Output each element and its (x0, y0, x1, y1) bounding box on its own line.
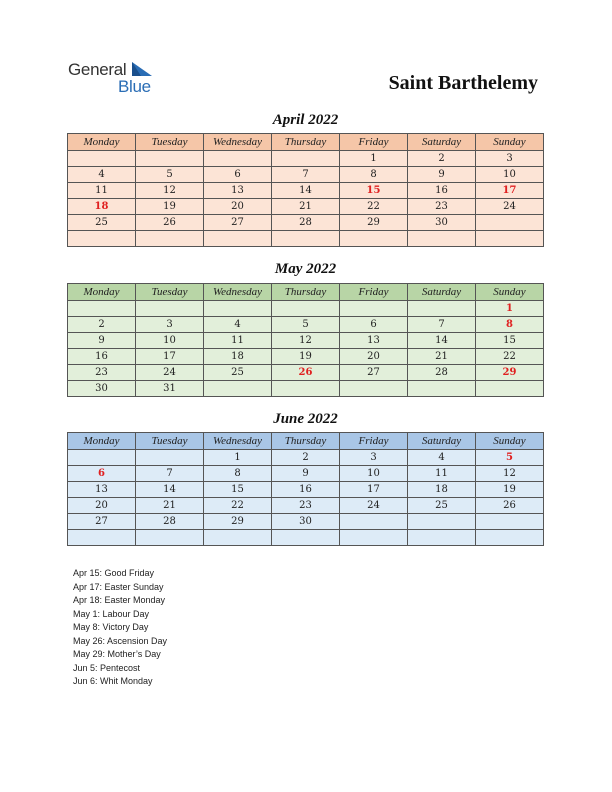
day-cell: 13 (340, 333, 408, 349)
day-cell: 25 (68, 215, 136, 231)
day-cell: 20 (204, 199, 272, 215)
calendar-april (67, 133, 544, 247)
day-cell: 23 (272, 498, 340, 514)
week-row (68, 498, 544, 514)
weekday-header-row (68, 134, 544, 151)
day-cell: 27 (204, 215, 272, 231)
weekday-header: Wednesday (204, 433, 272, 450)
day-cell (136, 450, 204, 466)
day-cell: 19 (136, 199, 204, 215)
weekday-header: Friday (340, 134, 408, 151)
day-cell: 12 (272, 333, 340, 349)
day-cell: 24 (476, 199, 544, 215)
day-cell: 30 (272, 514, 340, 530)
day-cell (272, 301, 340, 317)
day-cell: 22 (204, 498, 272, 514)
weekday-header: Monday (68, 433, 136, 450)
day-cell (68, 530, 136, 546)
day-cell: 6 (68, 466, 136, 482)
day-cell: 6 (204, 167, 272, 183)
week-row (68, 183, 544, 199)
day-cell: 28 (272, 215, 340, 231)
day-cell (204, 301, 272, 317)
week-row (68, 301, 544, 317)
day-cell: 11 (408, 466, 476, 482)
day-cell: 9 (68, 333, 136, 349)
weekday-header: Thursday (272, 433, 340, 450)
day-cell: 28 (136, 514, 204, 530)
day-cell: 22 (476, 349, 544, 365)
week-row (68, 381, 544, 397)
holiday-item: Jun 6: Whit Monday (73, 676, 153, 686)
day-cell (340, 301, 408, 317)
week-row (68, 365, 544, 381)
weekday-header: Saturday (408, 284, 476, 301)
day-cell (136, 231, 204, 247)
day-cell (272, 151, 340, 167)
day-cell: 15 (204, 482, 272, 498)
holiday-item: May 26: Ascension Day (73, 635, 168, 646)
weekday-header: Wednesday (204, 134, 272, 151)
day-cell (68, 151, 136, 167)
day-cell (68, 450, 136, 466)
day-cell: 7 (408, 317, 476, 333)
generalblue-logo (68, 60, 168, 96)
day-cell (136, 530, 204, 546)
week-row (68, 466, 544, 482)
day-cell: 2 (408, 151, 476, 167)
day-cell: 2 (68, 317, 136, 333)
day-cell: 6 (340, 317, 408, 333)
day-cell: 4 (68, 167, 136, 183)
day-cell: 8 (476, 317, 544, 333)
weekday-header: Sunday (476, 134, 544, 151)
day-cell (476, 381, 544, 397)
week-row (68, 215, 544, 231)
day-cell: 29 (340, 215, 408, 231)
day-cell: 2 (272, 450, 340, 466)
day-cell: 10 (476, 167, 544, 183)
day-cell: 18 (408, 482, 476, 498)
weekday-header: Tuesday (136, 433, 204, 450)
day-cell: 23 (408, 199, 476, 215)
day-cell: 12 (476, 466, 544, 482)
weekday-header: Monday (68, 134, 136, 151)
day-cell: 4 (408, 450, 476, 466)
weekday-header: Saturday (408, 433, 476, 450)
holiday-item: Apr 17: Easter Sunday (73, 581, 164, 592)
day-cell: 17 (476, 183, 544, 199)
day-cell: 8 (340, 167, 408, 183)
day-cell (476, 231, 544, 247)
day-cell (476, 514, 544, 530)
week-row (68, 450, 544, 466)
day-cell: 8 (204, 466, 272, 482)
month-title-june: June 2022 (273, 411, 338, 427)
holiday-item: Apr 15: Good Friday (73, 568, 155, 578)
day-cell: 22 (340, 199, 408, 215)
day-cell (476, 530, 544, 546)
day-cell (136, 301, 204, 317)
weekday-header: Sunday (476, 284, 544, 301)
day-cell: 7 (136, 466, 204, 482)
weekday-header: Friday (340, 284, 408, 301)
day-cell (340, 530, 408, 546)
day-cell (408, 514, 476, 530)
day-cell: 29 (476, 365, 544, 381)
day-cell (204, 381, 272, 397)
day-cell: 29 (204, 514, 272, 530)
week-row (68, 231, 544, 247)
week-row (68, 317, 544, 333)
day-cell (272, 231, 340, 247)
country-title: Saint Barthelemy (388, 72, 538, 94)
day-cell: 17 (340, 482, 408, 498)
day-cell (204, 530, 272, 546)
day-cell: 11 (204, 333, 272, 349)
holiday-item: May 1: Labour Day (73, 608, 150, 619)
weekday-header: Thursday (272, 284, 340, 301)
weekday-header-row (68, 284, 544, 301)
day-cell (408, 530, 476, 546)
day-cell: 16 (68, 349, 136, 365)
day-cell: 24 (136, 365, 204, 381)
day-cell: 26 (476, 498, 544, 514)
month-title-april: April 2022 (272, 112, 339, 128)
day-cell (408, 381, 476, 397)
day-cell: 25 (204, 365, 272, 381)
day-cell (340, 381, 408, 397)
day-cell (204, 231, 272, 247)
day-cell (408, 301, 476, 317)
day-cell: 23 (68, 365, 136, 381)
calendar-june (67, 432, 544, 546)
day-cell: 27 (340, 365, 408, 381)
holiday-list (73, 567, 167, 689)
logo-text-blue: Blue (118, 77, 151, 96)
day-cell: 14 (136, 482, 204, 498)
day-cell: 3 (136, 317, 204, 333)
day-cell: 25 (408, 498, 476, 514)
day-cell: 10 (136, 333, 204, 349)
day-cell: 7 (272, 167, 340, 183)
day-cell: 5 (272, 317, 340, 333)
weekday-header: Monday (68, 284, 136, 301)
week-row (68, 333, 544, 349)
weekday-header: Wednesday (204, 284, 272, 301)
day-cell (340, 231, 408, 247)
day-cell: 3 (476, 151, 544, 167)
day-cell: 19 (272, 349, 340, 365)
day-cell (340, 514, 408, 530)
day-cell: 26 (136, 215, 204, 231)
day-cell: 16 (272, 482, 340, 498)
holiday-item: Apr 18: Easter Monday (73, 595, 166, 605)
day-cell (408, 231, 476, 247)
holiday-item: May 8: Victory Day (73, 622, 149, 632)
day-cell: 21 (136, 498, 204, 514)
day-cell: 5 (476, 450, 544, 466)
day-cell: 20 (68, 498, 136, 514)
weekday-header: Thursday (272, 134, 340, 151)
day-cell: 20 (340, 349, 408, 365)
day-cell: 21 (408, 349, 476, 365)
day-cell: 16 (408, 183, 476, 199)
day-cell: 18 (204, 349, 272, 365)
week-row (68, 482, 544, 498)
day-cell (272, 381, 340, 397)
day-cell (68, 231, 136, 247)
week-row (68, 199, 544, 215)
day-cell: 30 (408, 215, 476, 231)
day-cell: 13 (204, 183, 272, 199)
day-cell (204, 151, 272, 167)
logo-flag-icon (132, 62, 152, 76)
day-cell: 15 (476, 333, 544, 349)
weekday-header: Tuesday (136, 134, 204, 151)
day-cell: 1 (476, 301, 544, 317)
day-cell: 27 (68, 514, 136, 530)
day-cell: 17 (136, 349, 204, 365)
weekday-header: Sunday (476, 433, 544, 450)
day-cell: 18 (68, 199, 136, 215)
day-cell: 28 (408, 365, 476, 381)
day-cell: 24 (340, 498, 408, 514)
day-cell: 1 (340, 151, 408, 167)
day-cell: 30 (68, 381, 136, 397)
day-cell: 31 (136, 381, 204, 397)
day-cell: 9 (272, 466, 340, 482)
day-cell (476, 215, 544, 231)
holiday-item: May 29: Mother’s Day (73, 649, 161, 659)
day-cell: 11 (68, 183, 136, 199)
day-cell: 4 (204, 317, 272, 333)
day-cell: 9 (408, 167, 476, 183)
week-row (68, 530, 544, 546)
week-row (68, 514, 544, 530)
day-cell: 14 (272, 183, 340, 199)
day-cell (136, 151, 204, 167)
week-row (68, 349, 544, 365)
day-cell (68, 301, 136, 317)
weekday-header: Saturday (408, 134, 476, 151)
day-cell: 12 (136, 183, 204, 199)
day-cell: 14 (408, 333, 476, 349)
day-cell: 1 (204, 450, 272, 466)
logo-text-general: General (68, 60, 127, 79)
weekday-header: Tuesday (136, 284, 204, 301)
week-row (68, 167, 544, 183)
holiday-item: Jun 5: Pentecost (73, 662, 141, 673)
day-cell: 15 (340, 183, 408, 199)
day-cell: 26 (272, 365, 340, 381)
day-cell (272, 530, 340, 546)
day-cell: 3 (340, 450, 408, 466)
weekday-header: Friday (340, 433, 408, 450)
day-cell: 13 (68, 482, 136, 498)
calendar-may (67, 283, 544, 397)
day-cell: 21 (272, 199, 340, 215)
day-cell: 19 (476, 482, 544, 498)
month-title-may: May 2022 (274, 261, 337, 277)
weekday-header-row (68, 433, 544, 450)
day-cell: 10 (340, 466, 408, 482)
week-row (68, 151, 544, 167)
day-cell: 5 (136, 167, 204, 183)
